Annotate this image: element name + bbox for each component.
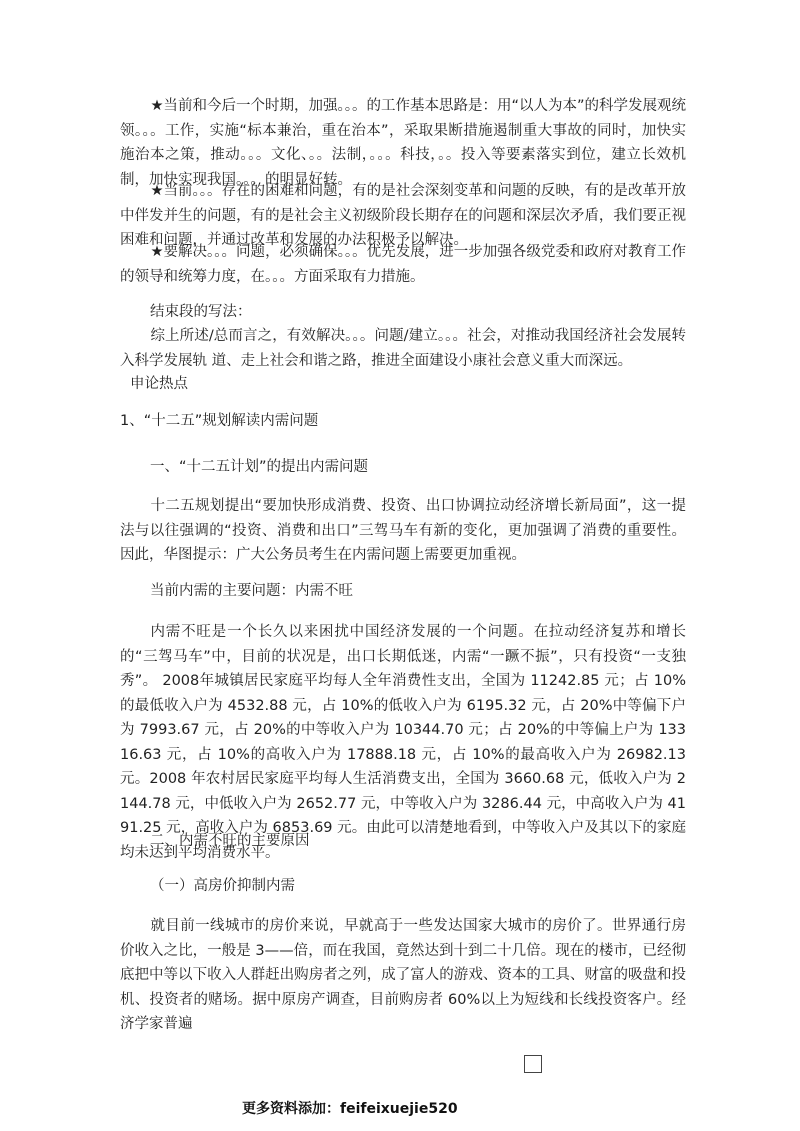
footer-contact: 更多资料添加：feifeixuejie520 [242,1101,458,1117]
checkbox-square [524,1055,542,1073]
heading-hot-topics: 申论热点 [130,376,188,392]
heading-main-problem: 当前内需的主要问题：内需不旺 [150,583,353,599]
paragraph-plan-proposal: 十二五规划提出“要加快形成消费、投资、出口协调拉动经济增长新局面”，这一提法与以往强调的“投资、消费和出口”三驾马车有新的变化，更加强调了消费的重要性。因此，华图提示：广大公务员考生在内需问题上需要更加重视。 [120,498,686,563]
paragraph-difficulties: ★当前。。。存在的困难和问题，有的是社会深刻变革和问题的反映，有的是改革开放中伴发并生的问题，有的是社会主义初级阶段长期存在的问题和深层次矛盾，我们要正视困难和问题，并通过改革和发展的办法积极予以解决。 [120,183,686,248]
paragraph-solve-problem: ★要解决。。。问题，必须确保。。。优先发展，进一步加强各级党委和政府对教育工作的领导和统筹力度，在。。。方面采取有力措施。 [120,244,686,285]
paragraph-weak-demand-stats: 内需不旺是一个长久以来困扰中国经济发展的一个问题。在拉动经济复苏和增长的“三驾马车”中，目前的状况是，出口长期低迷，内需“一蹶不振”，只有投资“一支独秀”。 2008年城镇居民家庭平均每人全年消费性支出，全国为 11242.85 元；占 10%的最低收入户为 4532.88 元，占 10%的低收入户为 6195.32 元，占 20%中等偏下户为 7993.67 元，占 20%的中等收入户为 10344.70 元；占 20%的中等偏上户为 13316.63 元，占 10%的高收入户为 17888.18 元，占 10%的最高收入户为 26982.13 元。2008 年农村居民家庭平均每人生活消费支出，全国为 3660.68 元，低收入户为 2144.78 元，中低收入户为 2652.77 元，中等收入户为 3286.44 元，中高收入户为 4191.25 元，高收入户为 6853.69 元。由此可以清楚地看到，中等收入户及其以下的家庭均未达到平均消费水平。 [120,624,686,861]
paragraph-conclusion-template: 综上所述/总而言之，有效解决。。。问题/建立。。。社会，对推动我国经济社会发展转入科学发展轨 道、走上社会和谐之路，推进全面建设小康社会意义重大而深远。 [120,328,686,369]
heading-domestic-demand-raised: 一、“十二五计划”的提出内需问题 [150,459,369,475]
heading-12th-five-year-plan: 1、“十二五”规划解读内需问题 [120,413,319,429]
heading-high-house-prices: （一）高房价抑制内需 [150,878,295,894]
heading-main-causes: 二、内需不旺的主要原因 [150,833,310,849]
paragraph-house-prices: 就目前一线城市的房价来说，早就高于一些发达国家大城市的房价了。世界通行房价收入之比，一般是 3——倍，而在我国，竟然达到十到二十几倍。现在的楼市，已经彻底把中等以下收入人群赶出购房者之列，成了富人的游戏、资本的工具、财富的吸盘和投机、投资者的赌场。据中原房产调查，目前购房者 60%以上为短线和长线投资客户。经济学家普遍 [120,918,686,1032]
paragraph-work-approach: ★当前和今后一个时期，加强。。。的工作基本思路是：用“以人为本”的科学发展观统领。。。工作，实施“标本兼治，重在治本”，采取果断措施遏制重大事故的同时，加快实施治本之策，推动。。。文化、。。法制，。。。科技，。。投入等要素落实到位，建立长效机制，加快实现我国。。。的明显好转。 [120,98,686,188]
heading-ending-method: 结束段的写法： [150,304,252,320]
